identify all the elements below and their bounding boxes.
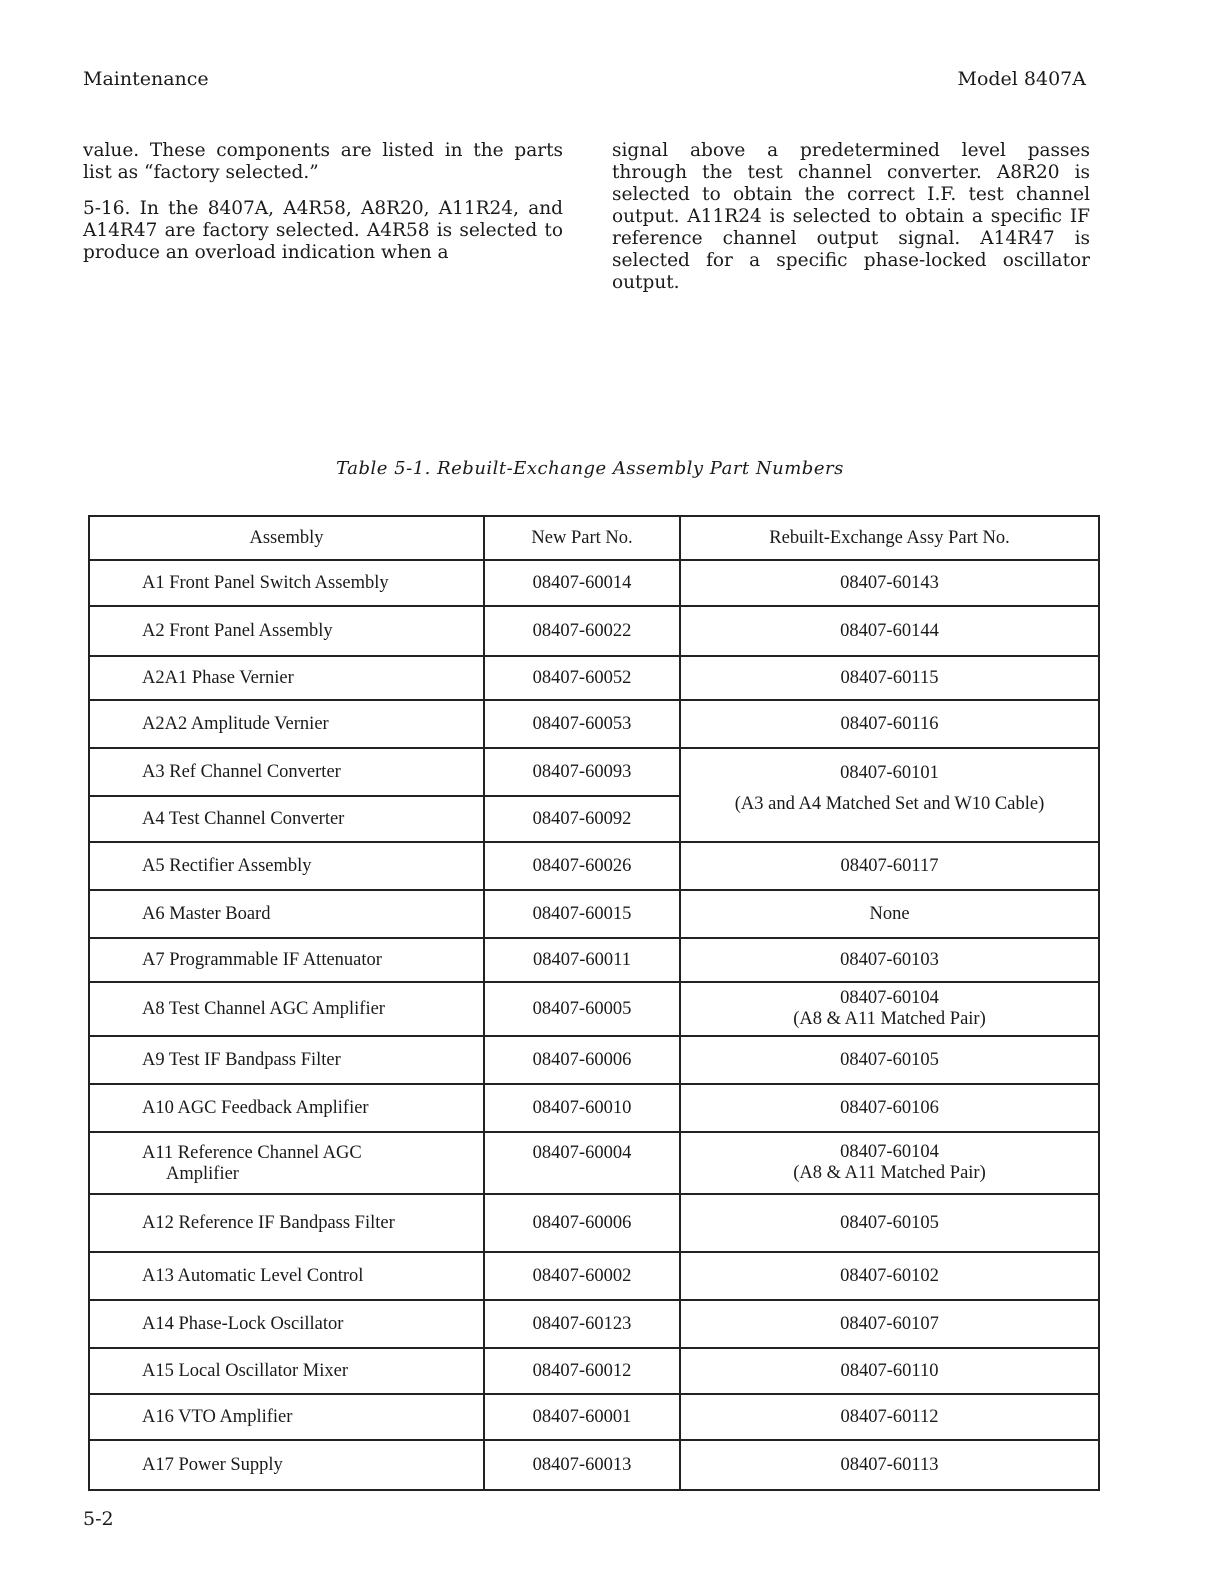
assembly-name: A9 Test IF Bandpass Filter xyxy=(142,1049,341,1070)
table-row xyxy=(89,560,1099,606)
table-row xyxy=(89,1252,1099,1300)
rebuilt-part-number: 08407-60113 xyxy=(840,1454,939,1475)
cell-rebuilt-part-no xyxy=(680,1300,1099,1348)
table-caption: Table 5-1. Rebuilt-Exchange Assembly Part Numbers xyxy=(336,458,844,479)
table-row xyxy=(89,890,1099,938)
cell-rebuilt-part-no xyxy=(680,1252,1099,1300)
rebuilt-part-number: 08407-60117 xyxy=(840,855,939,876)
table-row xyxy=(89,938,1099,982)
cell-new-part-no: 08407-60052 xyxy=(484,656,680,700)
table-row xyxy=(89,748,1099,796)
cell-rebuilt-part-no xyxy=(680,1036,1099,1084)
model-header: Model 8407A xyxy=(957,68,1086,90)
rebuilt-part-number: 08407-60102 xyxy=(840,1265,939,1286)
cell-assembly xyxy=(89,748,484,796)
cell-assembly xyxy=(89,1440,484,1490)
cell-rebuilt-part-no xyxy=(680,560,1099,606)
table-row xyxy=(89,842,1099,890)
cell-new-part-no: 08407-60022 xyxy=(484,606,680,656)
cell-new-part-no: 08407-60002 xyxy=(484,1252,680,1300)
cell-assembly xyxy=(89,1084,484,1132)
cell-rebuilt-part-no xyxy=(680,1194,1099,1252)
section-header: Maintenance xyxy=(83,68,209,90)
assembly-name: A4 Test Channel Converter xyxy=(142,808,345,829)
cell-rebuilt-part-no xyxy=(680,938,1099,982)
cell-rebuilt-part-no xyxy=(680,982,1099,1036)
rebuilt-part-number: 08407-60144 xyxy=(840,620,939,641)
assembly-name: A8 Test Channel AGC Amplifier xyxy=(142,998,385,1019)
assembly-name: A2A2 Amplitude Vernier xyxy=(142,713,329,734)
page-number: 5-2 xyxy=(83,1508,114,1530)
cell-assembly xyxy=(89,1348,484,1394)
assembly-name: A7 Programmable IF Attenuator xyxy=(142,949,382,970)
table-row xyxy=(89,1348,1099,1394)
table-row xyxy=(89,1084,1099,1132)
assembly-name-continued: Amplifier xyxy=(166,1164,239,1184)
cell-rebuilt-part-no xyxy=(680,1132,1099,1194)
assembly-name: A1 Front Panel Switch Assembly xyxy=(142,572,389,593)
table-row xyxy=(89,1300,1099,1348)
cell-new-part-no: 08407-60011 xyxy=(484,938,680,982)
rebuilt-part-number: 08407-60143 xyxy=(840,572,939,593)
cell-new-part-no: 08407-60015 xyxy=(484,890,680,938)
rebuilt-part-number: 08407-60110 xyxy=(840,1360,939,1381)
cell-assembly xyxy=(89,1300,484,1348)
cell-rebuilt-part-no xyxy=(680,700,1099,748)
assembly-name: A15 Local Oscillator Mixer xyxy=(142,1360,349,1381)
rebuilt-part-number: 08407-60116 xyxy=(840,713,939,734)
table-row xyxy=(89,1440,1099,1490)
table-row xyxy=(89,700,1099,748)
cell-new-part-no: 08407-60123 xyxy=(484,1300,680,1348)
cell-new-part-no: 08407-60026 xyxy=(484,842,680,890)
assembly-name: A3 Ref Channel Converter xyxy=(142,761,341,782)
cell-rebuilt-part-no xyxy=(680,842,1099,890)
assembly-name: A13 Automatic Level Control xyxy=(142,1265,364,1286)
cell-rebuilt-part-no xyxy=(680,1394,1099,1440)
cell-new-part-no: 08407-60010 xyxy=(484,1084,680,1132)
assembly-name: A5 Rectifier Assembly xyxy=(142,855,312,876)
cell-assembly xyxy=(89,842,484,890)
rebuilt-part-number: 08407-60115 xyxy=(840,667,939,688)
cell-assembly xyxy=(89,1132,484,1194)
assembly-name: A2A1 Phase Vernier xyxy=(142,667,294,688)
cell-rebuilt-part-no xyxy=(680,1084,1099,1132)
cell-rebuilt-part-no xyxy=(680,748,1099,842)
table-row xyxy=(89,982,1099,1036)
table-row xyxy=(89,1194,1099,1252)
cell-rebuilt-part-no xyxy=(680,890,1099,938)
cell-new-part-no: 08407-60093 xyxy=(484,748,680,796)
table-header-row xyxy=(89,516,1099,560)
cell-assembly xyxy=(89,560,484,606)
cell-assembly xyxy=(89,982,484,1036)
cell-new-part-no: 08407-60001 xyxy=(484,1394,680,1440)
assembly-name: A17 Power Supply xyxy=(142,1454,283,1475)
rebuilt-part-number: 08407-60105 xyxy=(840,1212,939,1233)
table-row xyxy=(89,1132,1099,1194)
body-column-right xyxy=(612,140,1090,308)
cell-rebuilt-part-no xyxy=(680,606,1099,656)
table-row xyxy=(89,606,1099,656)
assembly-name: A14 Phase-Lock Oscillator xyxy=(142,1313,344,1334)
parts-table xyxy=(88,515,1100,1491)
table-row xyxy=(89,1036,1099,1084)
cell-new-part-no: 08407-60005 xyxy=(484,982,680,1036)
cell-new-part-no: 08407-60053 xyxy=(484,700,680,748)
paragraph-5-16: 5-16. In the 8407A, A4R58, A8R20, A11R24, and A14R47 are factory selected. A4R58 is selected to produce an overload indication when a xyxy=(83,198,563,263)
cell-new-part-no: 08407-60006 xyxy=(484,1036,680,1084)
rebuilt-part-number: 08407-60112 xyxy=(840,1406,939,1427)
cell-assembly xyxy=(89,1194,484,1252)
cell-new-part-no: 08407-60012 xyxy=(484,1348,680,1394)
table-row xyxy=(89,1394,1099,1440)
cell-assembly xyxy=(89,1252,484,1300)
cell-new-part-no: 08407-60006 xyxy=(484,1194,680,1252)
rebuilt-part-number: 08407-60103 xyxy=(840,949,939,970)
cell-rebuilt-part-no xyxy=(680,656,1099,700)
rebuilt-part-note: (A8 & A11 Matched Pair) xyxy=(793,1163,986,1183)
table-row xyxy=(89,656,1099,700)
assembly-name: A11 Reference Channel AGC xyxy=(142,1143,362,1163)
assembly-name: A16 VTO Amplifier xyxy=(142,1406,293,1427)
paragraph: signal above a predetermined level passes through the test channel converter. A8R20 is selected to obtain the correct I.F. test channel output. A11R24 is selected to obtain a specific IF reference channel output signal. A14R47 is selected for a specific phase-locked oscillator output. xyxy=(612,140,1090,293)
cell-new-part-no: 08407-60004 xyxy=(484,1132,680,1194)
paragraph: value. These components are listed in the parts list as “factory selected.” xyxy=(83,140,563,183)
column-header-assembly: Assembly xyxy=(89,516,484,560)
cell-assembly xyxy=(89,656,484,700)
rebuilt-part-note: (A8 & A11 Matched Pair) xyxy=(793,1009,986,1029)
rebuilt-part-number: 08407-60107 xyxy=(840,1313,939,1334)
rebuilt-part-number: None xyxy=(869,903,910,924)
cell-assembly xyxy=(89,1394,484,1440)
assembly-name: A10 AGC Feedback Amplifier xyxy=(142,1097,369,1118)
cell-new-part-no: 08407-60092 xyxy=(484,796,680,842)
assembly-name: A6 Master Board xyxy=(142,903,271,924)
assembly-name: A12 Reference IF Bandpass Filter xyxy=(142,1212,395,1233)
body-column-left xyxy=(83,140,563,278)
cell-assembly xyxy=(89,700,484,748)
rebuilt-part-note: (A3 and A4 Matched Set and W10 Cable) xyxy=(734,794,1045,814)
table-body xyxy=(89,560,1099,1490)
cell-rebuilt-part-no xyxy=(680,1440,1099,1490)
rebuilt-part-number: 08407-60105 xyxy=(840,1049,939,1070)
cell-new-part-no: 08407-60013 xyxy=(484,1440,680,1490)
rebuilt-part-number: 08407-60106 xyxy=(840,1097,939,1118)
cell-rebuilt-part-no xyxy=(680,1348,1099,1394)
cell-assembly xyxy=(89,1036,484,1084)
rebuilt-part-number: 08407-60104 xyxy=(840,988,939,1008)
rebuilt-part-number: 08407-60104 xyxy=(840,1142,939,1162)
cell-assembly xyxy=(89,890,484,938)
column-header-rebuilt-part: Rebuilt-Exchange Assy Part No. xyxy=(680,516,1099,560)
cell-assembly xyxy=(89,796,484,842)
column-header-new-part: New Part No. xyxy=(484,516,680,560)
cell-assembly xyxy=(89,606,484,656)
rebuilt-part-number: 08407-60101 xyxy=(840,763,939,783)
cell-assembly xyxy=(89,938,484,982)
assembly-name: A2 Front Panel Assembly xyxy=(142,620,333,641)
cell-new-part-no: 08407-60014 xyxy=(484,560,680,606)
